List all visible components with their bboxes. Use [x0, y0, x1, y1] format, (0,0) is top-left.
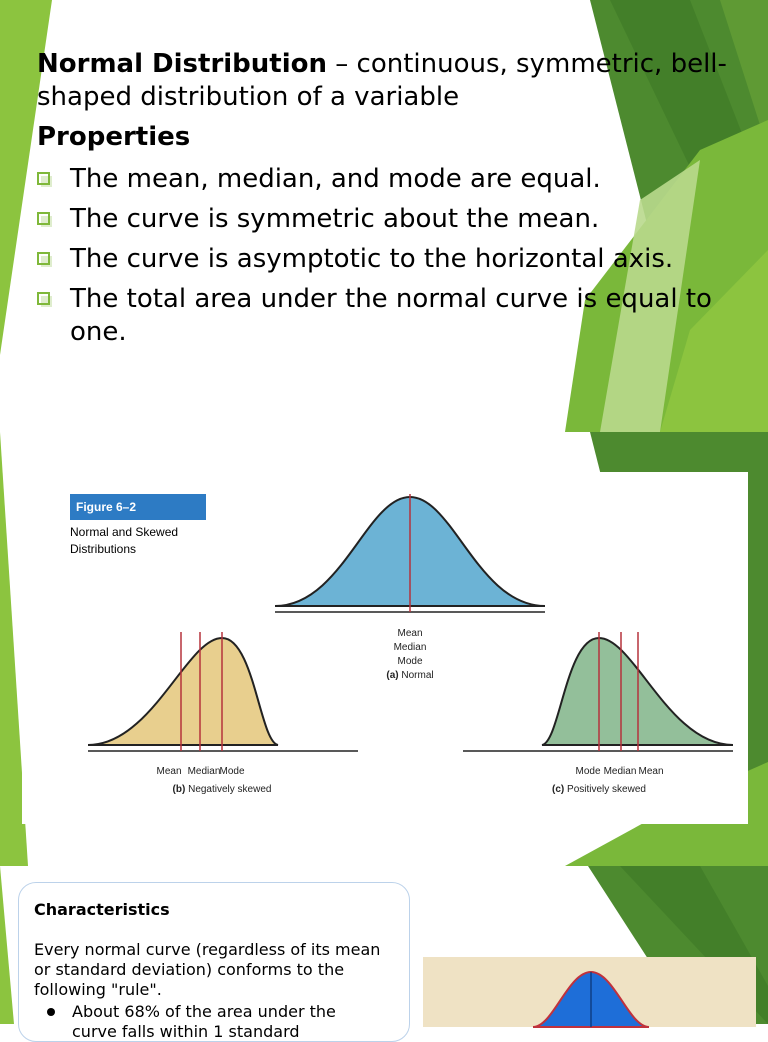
checkbox-bullet-icon: [37, 212, 50, 225]
negative-label-mean: Mean: [156, 766, 182, 777]
figure-panel: [22, 472, 748, 824]
negative-label-mode: Mode: [219, 766, 245, 777]
normal-label-mode: Mode: [397, 656, 423, 667]
bell-curve-graphic: [423, 957, 756, 1027]
list-item: The total area under the normal curve is equal to one.: [37, 283, 737, 349]
negative-label-median: Median: [187, 766, 221, 777]
title-definition: – continuous, symmetric, bell-shaped distribution of a variable: [37, 49, 727, 112]
checkbox-bullet-icon: [37, 292, 50, 305]
positive-label-median: Median: [603, 766, 637, 777]
checkbox-bullet-icon: [37, 252, 50, 265]
positive-label-mean: Mean: [638, 766, 664, 777]
negative-caption: (b) Negatively skewed: [172, 784, 272, 795]
properties-heading: Properties: [37, 122, 191, 152]
properties-list: [37, 163, 737, 356]
bullet-dot-icon: [47, 1008, 55, 1016]
title-term: Normal Distribution: [37, 49, 328, 79]
list-item: About 68% of the area under the curve falls within 1 standard: [34, 1002, 364, 1042]
slide-properties: [0, 0, 768, 432]
positive-label-mode: Mode: [575, 766, 601, 777]
figure-tag: Figure 6–2: [70, 494, 206, 520]
bell-curve-photo: [423, 957, 756, 1027]
slide-figure: [0, 432, 768, 866]
slide-title: [37, 48, 737, 114]
negative-skew-curve: [88, 638, 278, 745]
list-item: The mean, median, and mode are equal.: [37, 163, 737, 196]
positive-caption: (c) Positively skewed: [552, 784, 646, 795]
list-item: The curve is symmetric about the mean.: [37, 203, 737, 236]
card-text: Every normal curve (regardless of its mean or standard deviation) conforms to the following "rule".: [34, 940, 381, 999]
card-title: Characteristics: [34, 900, 170, 919]
normal-label-median: Median: [393, 642, 427, 653]
list-item: The curve is asymptotic to the horizontal axis.: [37, 243, 737, 276]
rule-list: [34, 1002, 364, 1042]
characteristics-card: [18, 882, 410, 1042]
normal-caption: (a) Normal: [386, 670, 434, 681]
normal-label-mean: Mean: [397, 628, 423, 639]
figure-caption: Normal and Skewed Distributions: [70, 525, 179, 556]
slide-characteristics: [0, 866, 768, 1041]
checkbox-bullet-icon: [37, 172, 50, 185]
